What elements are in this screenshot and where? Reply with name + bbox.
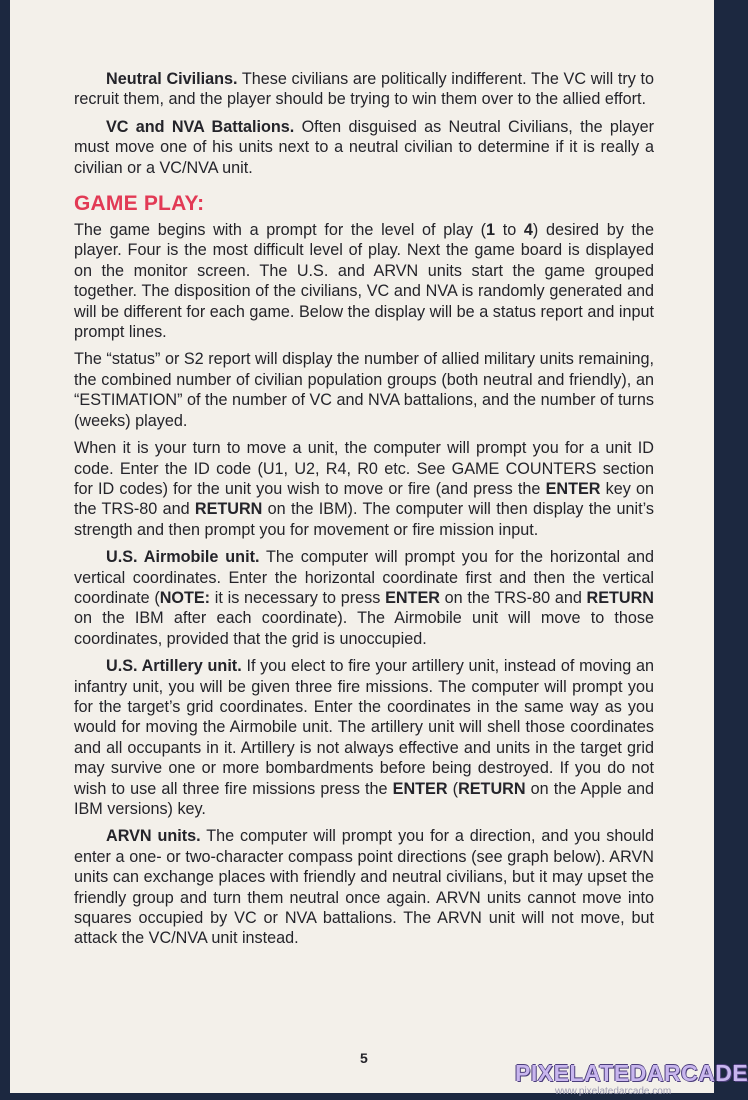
game-play-heading: GAME PLAY: bbox=[74, 192, 205, 216]
airmobile-text-1: The computer will prompt you for the horizontal and vertical coordinates. Enter the horizontal coordinate first and then the vertical coordinate ( bbox=[74, 548, 654, 607]
page-content bbox=[74, 69, 654, 956]
vc-nva-text: Often disguised as Neutral Civilians, the player must move one of his units next to a neutral civilian to determine if it is really a civilian or a VC/NVA unit. bbox=[74, 117, 654, 177]
arvn-paragraph bbox=[74, 826, 654, 948]
return-key: RETURN bbox=[586, 588, 654, 607]
artillery-term: U.S. Artillery unit. bbox=[106, 657, 242, 676]
unit-turn-text-1: When it is your turn to move a unit, the computer will prompt you for a unit ID code. Enter the ID code (U1, U2, R4, R0 etc. See GAME COUNTERS section for ID codes) for the unit you wish to move or fire (and press the bbox=[74, 439, 654, 498]
watermark-url: www.pixelatedarcade.com bbox=[555, 1086, 672, 1097]
enter-key: ENTER bbox=[385, 588, 440, 607]
gameplay-intro-text-1: The game begins with a prompt for the level of play ( bbox=[74, 221, 486, 240]
artillery-text-3: on the Apple and IBM versions) key. bbox=[74, 779, 655, 818]
neutral-civilians-text: These civilians are politically indifferent. The VC will try to recruit them, and the player should be trying to win them over to the allied effort. bbox=[74, 70, 654, 109]
return-key: RETURN bbox=[458, 779, 526, 798]
level-min: 1 bbox=[486, 221, 496, 240]
neutral-civilians-paragraph bbox=[74, 69, 654, 110]
gameplay-intro-text-2: to bbox=[495, 221, 524, 240]
manual-page bbox=[10, 0, 714, 1093]
watermark-logo: PIXELATEDARCADE bbox=[515, 1060, 748, 1086]
gameplay-intro-paragraph bbox=[74, 220, 654, 342]
arvn-term: ARVN units. bbox=[106, 827, 201, 846]
enter-key: ENTER bbox=[545, 479, 601, 498]
airmobile-term: U.S. Airmobile unit. bbox=[106, 548, 260, 567]
status-report-paragraph: The “status” or S2 report will display the number of allied military units remaining, the combined number of civilian population groups (both neutral and friendly), an “ESTIMATION” of the number of VC and NVA battalions, and the number of turns (weeks) played. bbox=[74, 350, 654, 430]
artillery-text-2: ( bbox=[447, 779, 459, 798]
note-label: NOTE: bbox=[159, 588, 211, 607]
artillery-paragraph bbox=[74, 656, 654, 819]
enter-key: ENTER bbox=[392, 779, 448, 798]
unit-turn-text-3: on the IBM). The computer will then display the unit’s strength and then prompt you for movement or fire mission input. bbox=[74, 500, 654, 539]
gameplay-intro-text-3: ) desired by the player. Four is the most difficult level of play. Next the game board is displayed on the monitor screen. The U.S. and ARVN units start the game grouped together. The disposition of the civilians, VC and NVA is randomly generated and will be different for each game. Below the display will be a status report and input prompt lines. bbox=[74, 221, 655, 342]
level-max: 4 bbox=[523, 221, 533, 240]
airmobile-text-4: on the IBM after each coordinate). The Airmobile unit will move to those coordinates, provided that the grid is unoccupied. bbox=[74, 609, 654, 648]
airmobile-text-3: on the TRS-80 and bbox=[439, 588, 587, 607]
airmobile-paragraph bbox=[74, 547, 654, 649]
return-key: RETURN bbox=[194, 500, 263, 519]
vc-nva-term: VC and NVA Battalions. bbox=[106, 117, 295, 136]
arvn-text: The computer will prompt you for a direction, and you should enter a one- or two-character compass point directions (see graph below). ARVN units can exchange places with friendly and neutral civilians, but it may upset the friendly group and turn them neutral once again. ARVN units cannot move into squares occupied by VC or NVA battalions. The ARVN unit will not move, but attack the VC/NVA unit instead. bbox=[74, 827, 654, 948]
artillery-text-1: If you elect to fire your artillery unit, instead of moving an infantry unit, you will be given three fire missions. The computer will prompt you for the target’s grid coordinates. Enter the coordinates in the same way as you would for moving the Airmobile unit. The artillery unit will shell those coordinates and all occupants in it. Artillery is not always effective and units in the target grid may survive one or more bombardments before being destroyed. If you do not wish to use all three fire missions press the bbox=[74, 657, 654, 798]
unit-turn-paragraph bbox=[74, 438, 654, 540]
airmobile-text-2: it is necessary to press bbox=[210, 588, 386, 607]
unit-turn-text-2: key on the TRS-80 and bbox=[74, 479, 654, 519]
vc-nva-paragraph bbox=[74, 117, 654, 178]
page-number: 5 bbox=[360, 1050, 368, 1066]
neutral-civilians-term: Neutral Civilians. bbox=[106, 70, 238, 88]
